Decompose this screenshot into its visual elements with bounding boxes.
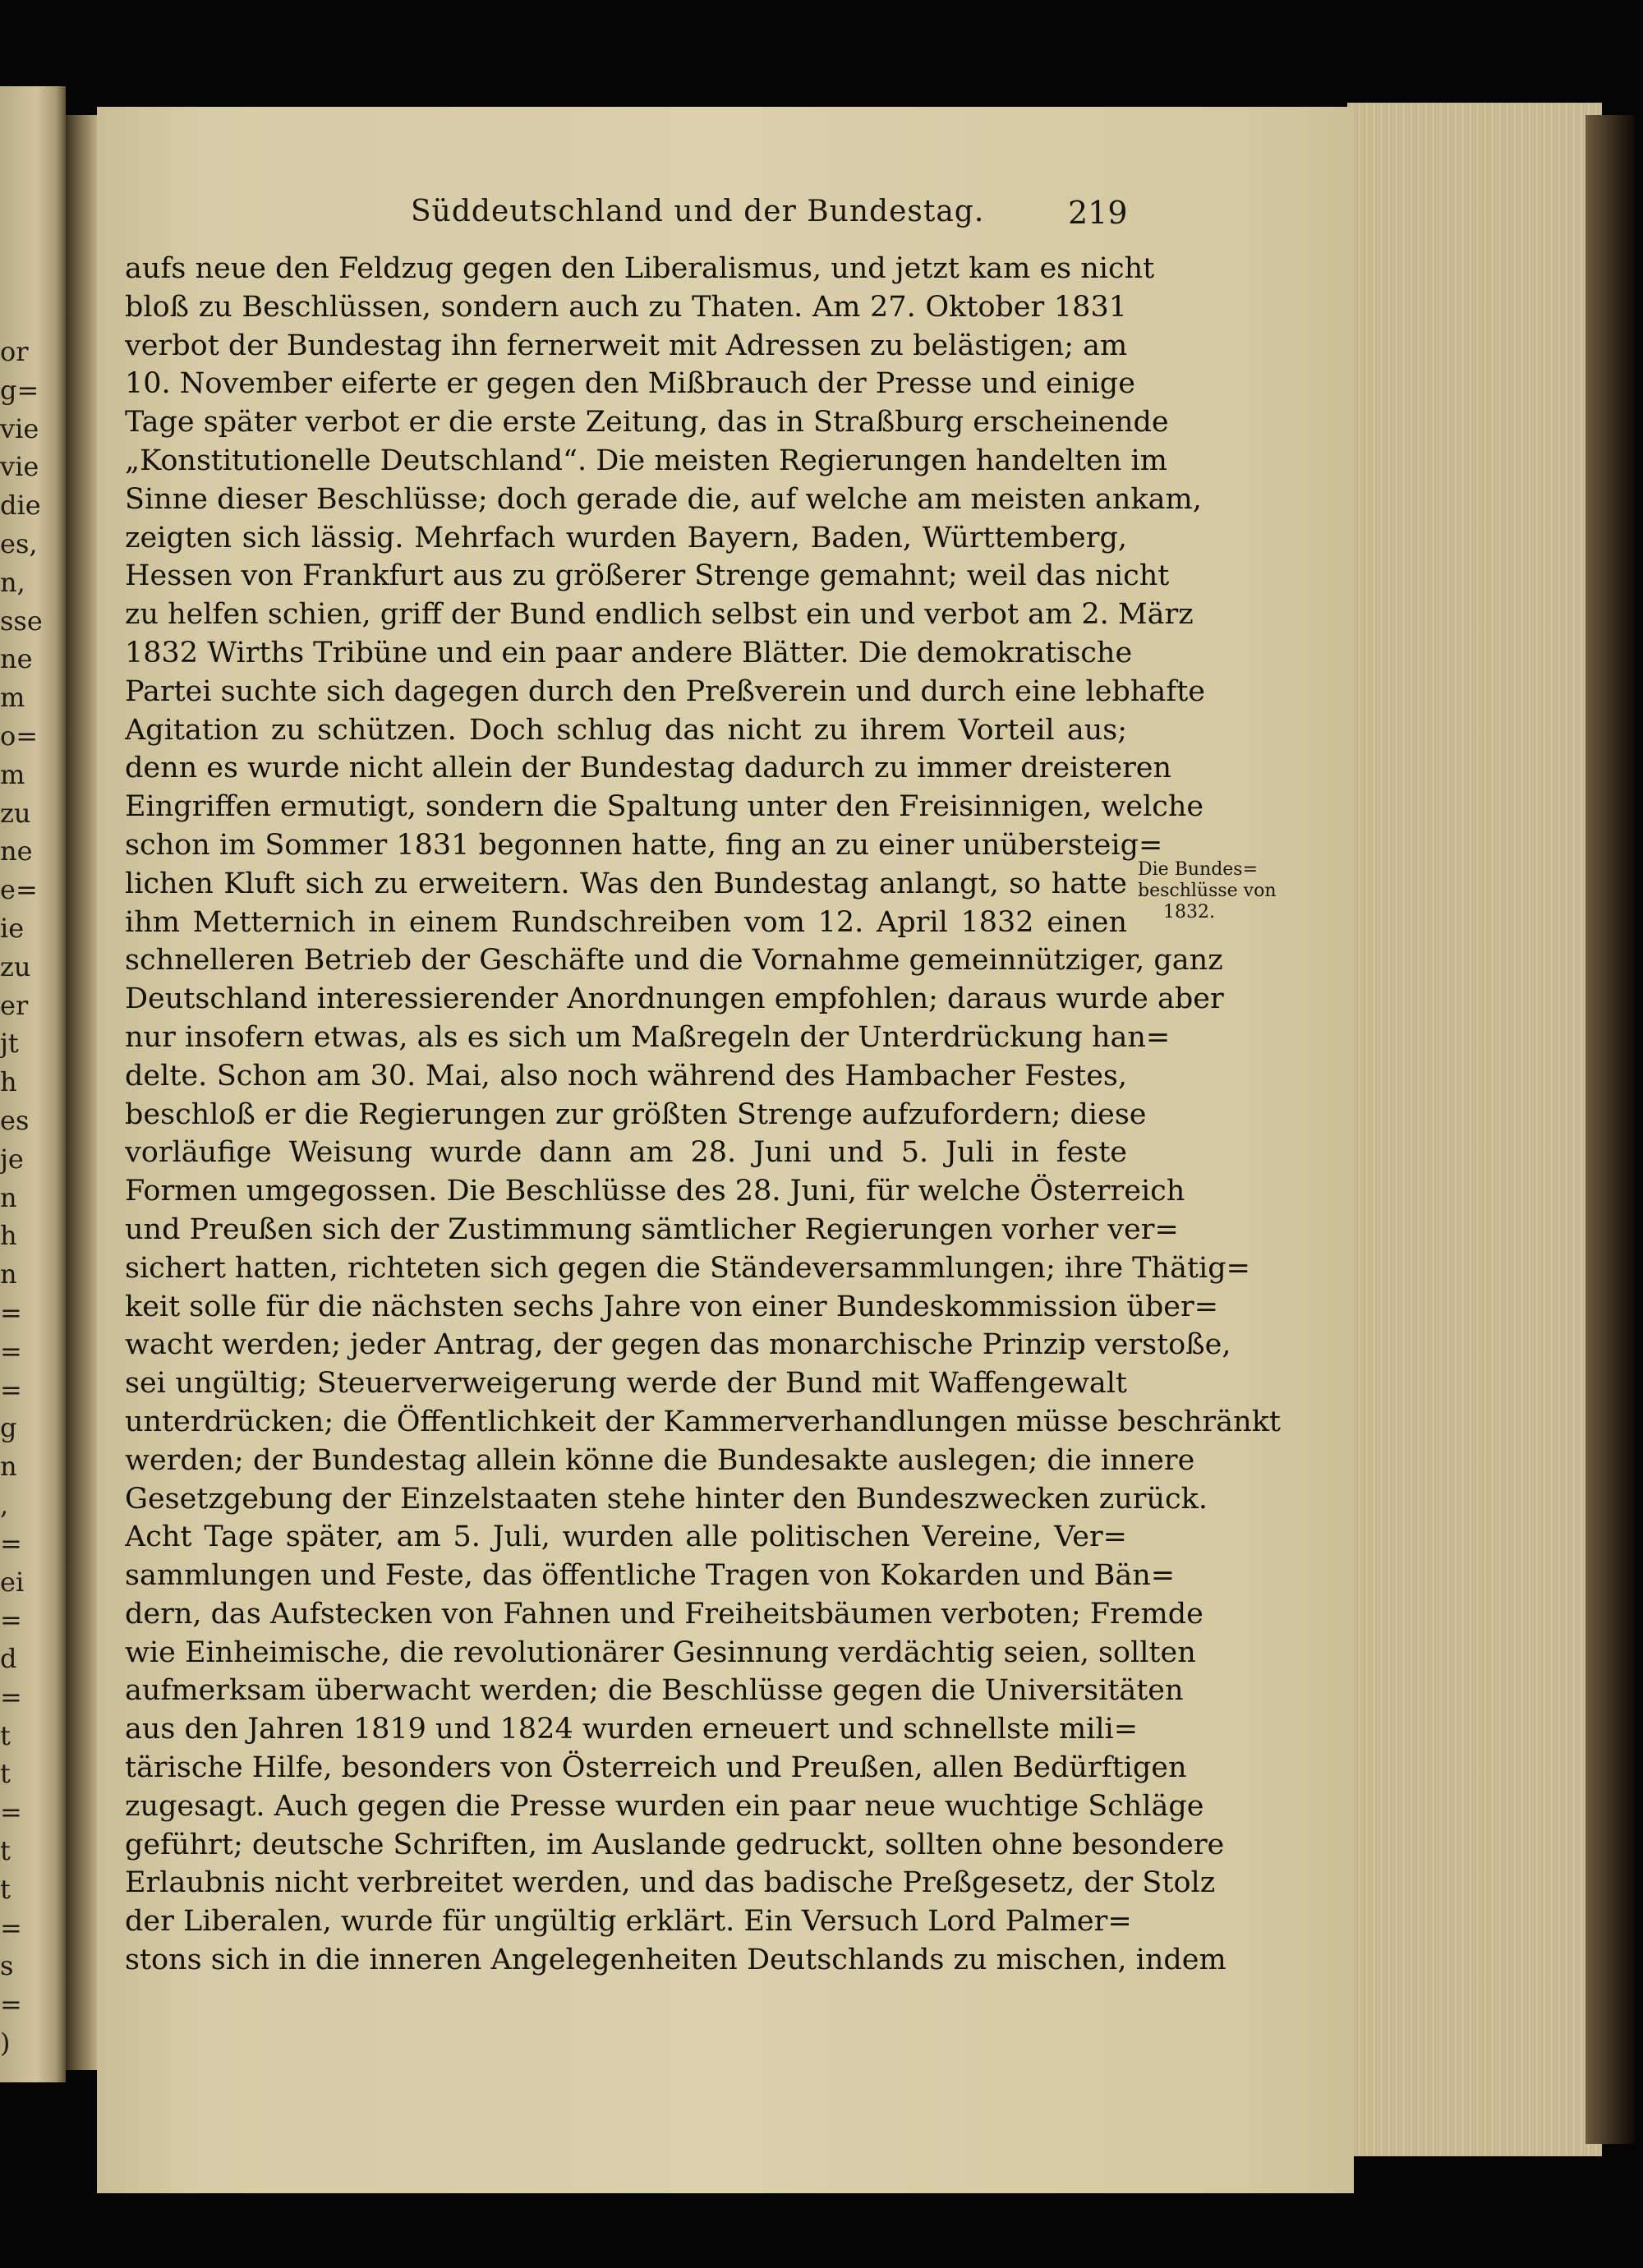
running-head: Süddeutschland und der Bundestag. bbox=[411, 195, 985, 228]
left-page-fragment: er bbox=[0, 989, 29, 1021]
text-line: bloß zu Beschlüssen, sondern auch zu Thaten. Am 27. Oktober 1831 bbox=[125, 290, 1127, 324]
text-line: Gesetzgebung der Einzelstaaten stehe hinter den Bundeszwecken zurück. bbox=[125, 1482, 1208, 1516]
left-page-fragment: = bbox=[0, 1989, 22, 2021]
book-gutter bbox=[66, 115, 99, 2070]
text-line: Deutschland interessierender Anordnungen empfohlen; daraus wurde aber bbox=[125, 982, 1224, 1016]
left-page-fragment: die bbox=[0, 490, 41, 522]
text-line: wie Einheimische, die revolutionärer Gesinnung verdächtig seien, sollten bbox=[125, 1635, 1196, 1669]
left-page-fragment: e= bbox=[0, 874, 38, 906]
left-page-fragment: h bbox=[0, 1220, 17, 1252]
left-page-fragment: o= bbox=[0, 720, 39, 752]
text-line: vorläufige Weisung wurde dann am 28. Juni und 5. Juli in feste bbox=[125, 1136, 1127, 1170]
left-page-fragment: es, bbox=[0, 527, 38, 559]
left-page-fragment: = bbox=[0, 1796, 22, 1829]
text-line: wacht werden; jeder Antrag, der gegen das monarchische Prinzip verstoße, bbox=[125, 1328, 1231, 1362]
text-line: sammlungen und Feste, das öffentliche Tragen von Kokarden und Bän= bbox=[125, 1559, 1176, 1593]
left-page-fragment: je bbox=[0, 1143, 24, 1175]
left-page-fragment: zu bbox=[0, 797, 31, 829]
text-line: Hessen von Frankfurt aus zu größerer Strenge gemahnt; weil das nicht bbox=[125, 559, 1170, 593]
left-page-fragment: n bbox=[0, 1181, 17, 1213]
text-line: delte. Schon am 30. Mai, also noch während des Hambacher Festes, bbox=[125, 1059, 1127, 1093]
left-page-fragment: t bbox=[0, 1873, 11, 1905]
text-line: 10. November eiferte er gegen den Mißbrauch der Presse und einige bbox=[125, 367, 1135, 401]
text-line: tärische Hilfe, besonders von Österreich und Preußen, allen Bedürftigen bbox=[125, 1751, 1187, 1785]
margin-note-line: 1832. bbox=[1163, 902, 1215, 922]
left-page-fragment: t bbox=[0, 1758, 11, 1790]
left-page-fragment: sse bbox=[0, 605, 43, 637]
left-page-fragment: n bbox=[0, 1258, 17, 1290]
left-page-fragment: = bbox=[0, 1681, 22, 1713]
text-line: werden; der Bundestag allein könne die Bundesakte auslegen; die innere bbox=[125, 1443, 1195, 1477]
text-line: Formen umgegossen. Die Beschlüsse des 28. Juni, für welche Österreich bbox=[125, 1175, 1185, 1208]
left-page-fragment: = bbox=[0, 1527, 22, 1559]
left-page-text-fragments bbox=[0, 333, 43, 2063]
text-line: der Liberalen, wurde für ungültig erklärt. Ein Versuch Lord Palmer= bbox=[125, 1905, 1132, 1939]
left-page-fragment: es bbox=[0, 1104, 30, 1136]
text-line: sichert hatten, richteten sich gegen die Ständeversammlungen; ihre Thätig= bbox=[125, 1251, 1250, 1285]
text-line: zugesagt. Auch gegen die Presse wurden ein paar neue wuchtige Schläge bbox=[125, 1789, 1204, 1823]
text-line: beschloß er die Regierungen zur größten Strenge aufzufordern; diese bbox=[125, 1097, 1147, 1131]
left-page-fragment: = bbox=[0, 1373, 22, 1405]
left-page-fragment: g= bbox=[0, 374, 39, 406]
left-page-fragment: ne bbox=[0, 643, 33, 675]
left-page-fragment: jt bbox=[0, 1028, 19, 1060]
text-line: Agitation zu schützen. Doch schlug das nicht zu ihrem Vorteil aus; bbox=[125, 713, 1127, 747]
text-line: „Konstitutionelle Deutschland“. Die meisten Regierungen handelten im bbox=[125, 444, 1167, 477]
left-page-fragment: ne bbox=[0, 835, 33, 867]
text-line: dern, das Aufstecken von Fahnen und Freiheitsbäumen verboten; Fremde bbox=[125, 1597, 1203, 1631]
left-page-fragment: h bbox=[0, 1066, 17, 1098]
text-line: geführt; deutsche Schriften, im Auslande gedruckt, sollten ohne besondere bbox=[125, 1828, 1225, 1861]
text-line: schon im Sommer 1831 begonnen hatte, fing an zu einer unübersteig= bbox=[125, 828, 1163, 862]
left-page-fragment: s bbox=[0, 1950, 14, 1982]
text-line: aufs neue den Feldzug gegen den Liberalismus, und jetzt kam es nicht bbox=[125, 252, 1155, 285]
text-line: unterdrücken; die Öffentlichkeit der Kammerverhandlungen müsse beschränkt bbox=[125, 1405, 1281, 1438]
left-page-fragment: , bbox=[0, 1488, 9, 1520]
text-line: Acht Tage später, am 5. Juli, wurden alle politischen Vereine, Ver= bbox=[125, 1520, 1127, 1554]
left-page-edge bbox=[0, 86, 66, 2082]
left-page-fragment: n, bbox=[0, 566, 25, 598]
page-stack-edge bbox=[1347, 103, 1602, 2156]
text-line: zeigten sich lässig. Mehrfach wurden Bayern, Baden, Württemberg, bbox=[125, 521, 1127, 554]
left-page-fragment: = bbox=[0, 1335, 22, 1367]
text-line: Eingriffen ermutigt, sondern die Spaltung unter den Freisinnigen, welche bbox=[125, 790, 1204, 824]
left-page-fragment: = bbox=[0, 1296, 22, 1328]
text-line: und Preußen sich der Zustimmung sämtlicher Regierungen vorher ver= bbox=[125, 1212, 1179, 1246]
book-cover-edge bbox=[1585, 115, 1635, 2144]
text-line: denn es wurde nicht allein der Bundestag dadurch zu immer dreisteren bbox=[125, 752, 1172, 785]
left-page-fragment: t bbox=[0, 1835, 11, 1867]
left-page-fragment: d bbox=[0, 1643, 17, 1675]
text-line: sei ungültig; Steuerverweigerung werde der Bund mit Waffengewalt bbox=[125, 1367, 1127, 1401]
text-line: lichen Kluft sich zu erweitern. Was den Bundestag anlangt, so hatte bbox=[125, 867, 1127, 900]
left-page-fragment: ) bbox=[0, 2027, 11, 2059]
left-page-fragment: zu bbox=[0, 950, 31, 982]
text-line: Sinne dieser Beschlüsse; doch gerade die, auf welche am meisten ankam, bbox=[125, 482, 1202, 516]
left-page-fragment: t bbox=[0, 1719, 11, 1751]
text-line: Erlaubnis nicht verbreitet werden, und das badische Preßgesetz, der Stolz bbox=[125, 1866, 1216, 1900]
text-line: stons sich in die inneren Angelegenheiten Deutschlands zu mischen, indem bbox=[125, 1944, 1226, 1977]
margin-note-line: beschlüsse von bbox=[1138, 881, 1277, 901]
text-line: 1832 Wirths Tribüne und ein paar andere Blätter. Die demokratische bbox=[125, 636, 1133, 669]
text-line: Partei suchte sich dagegen durch den Preßverein und durch eine lebhafte bbox=[125, 674, 1206, 708]
text-line: aufmerksam überwacht werden; die Beschlüsse gegen die Universitäten bbox=[125, 1674, 1184, 1708]
left-page-fragment: n bbox=[0, 1451, 17, 1483]
text-line: ihm Metternich in einem Rundschreiben vom 12. April 1832 einen bbox=[125, 905, 1127, 939]
left-page-fragment: vie bbox=[0, 412, 39, 444]
text-line: zu helfen schien, griff der Bund endlich selbst ein und verbot am 2. März bbox=[125, 598, 1194, 632]
text-line: aus den Jahren 1819 und 1824 wurden erneuert und schnellste mili= bbox=[125, 1713, 1139, 1746]
left-page-fragment: m bbox=[0, 682, 25, 714]
left-page-fragment: vie bbox=[0, 451, 39, 483]
left-page-fragment: m bbox=[0, 758, 25, 790]
text-line: Tage später verbot er die erste Zeitung, das in Straßburg erscheinende bbox=[125, 406, 1169, 439]
left-page-fragment: = bbox=[0, 1604, 22, 1636]
left-page-fragment: ei bbox=[0, 1566, 25, 1598]
text-line: keit solle für die nächsten sechs Jahre von einer Bundeskommission über= bbox=[125, 1290, 1219, 1323]
left-page-fragment: g bbox=[0, 1412, 17, 1444]
margin-note bbox=[1138, 859, 1277, 923]
margin-note-line: Die Bundes= bbox=[1138, 859, 1259, 880]
text-line: nur insofern etwas, als es sich um Maßregeln der Unterdrückung han= bbox=[125, 1020, 1171, 1054]
text-line: verbot der Bundestag ihn fernerweit mit Adressen zu belästigen; am bbox=[125, 329, 1128, 362]
left-page-fragment: or bbox=[0, 336, 29, 367]
left-page-fragment: = bbox=[0, 1911, 22, 1944]
text-line: schnelleren Betrieb der Geschäfte und die Vornahme gemeinnütziger, ganz bbox=[125, 944, 1223, 978]
page-number: 219 bbox=[1068, 195, 1128, 231]
left-page-fragment: ie bbox=[0, 912, 25, 944]
